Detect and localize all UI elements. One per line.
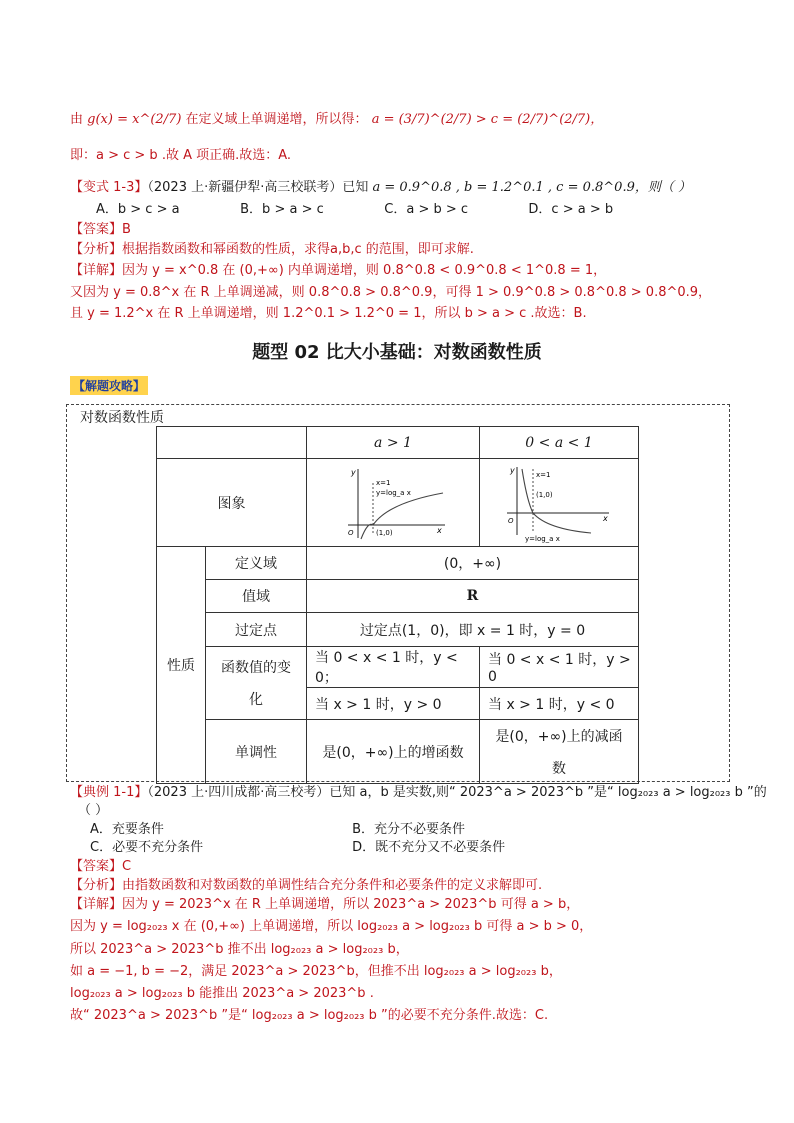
header-a-between: 0 < a < 1: [480, 427, 639, 459]
analysis-tag: 【分析】: [70, 878, 123, 893]
example-detail-6: 故“ 2023^a > 2023^b ”是“ log₂₀₂₃ a > log₂₀₂₃ b ”的必要不充分条件.故选：C.: [70, 1008, 549, 1023]
answer-value: C: [122, 859, 132, 874]
graph-label-x1: x=1: [536, 470, 551, 479]
variant-tag: 【变式 1-3】: [70, 180, 148, 195]
variant-question: [70, 178, 691, 198]
fixed-point-label: 过定点: [206, 613, 307, 647]
graph-label-origin: O: [508, 516, 514, 525]
variant-detail-1: [70, 261, 606, 281]
option-a: A．充要条件: [90, 822, 164, 837]
log-graph-decreasing: [499, 463, 619, 543]
example-answer: [70, 857, 131, 877]
strategy-tag: 【解题攻略】: [70, 376, 148, 395]
mono-label: 单调性: [206, 720, 307, 784]
change-a2-line2: 当 x > 1 时，y < 0: [480, 688, 639, 720]
graph-label-x1: x=1: [376, 478, 391, 487]
mono-a1: 是(0，+∞)上的增函数: [307, 720, 480, 784]
mono-a2-line-2: 数: [552, 760, 566, 777]
graph-a-lt-1: [480, 459, 639, 547]
range-label: 值域: [206, 580, 307, 613]
analysis-text: 根据指数函数和幂函数的性质，求得a,b,c 的范围，即可求解.: [122, 242, 474, 257]
example-detail-4: 如 a = −1, b = −2，满足 2023^a > 2023^b，但推不出 log₂₀₂₃ a > log₂₀₂₃ b，: [70, 964, 562, 979]
example-options-row-2: [90, 838, 505, 858]
variant-answer: [70, 220, 131, 240]
change-a2-line1: 当 0 < x < 1 时，y > 0: [480, 647, 639, 688]
fixed-point-value: 过定点(1，0)，即 x = 1 时，y = 0: [307, 613, 639, 647]
analysis-tag: 【分析】: [70, 242, 123, 257]
math-expression: g(x) = x^(2/7): [87, 112, 182, 127]
example-options-row-1: [90, 820, 465, 840]
variant-source: （2023 上·新疆伊犁·高三校联考）已知: [147, 180, 369, 195]
example-detail-1: [70, 895, 579, 915]
header-a-gt-1: a > 1: [307, 427, 480, 459]
graph-label-y: y: [351, 467, 356, 477]
log-graph-increasing: [333, 463, 453, 543]
graph-a-gt-1: [307, 459, 480, 547]
graph-label-origin: O: [348, 528, 354, 537]
variant-detail-2: 又因为 y = 0.8^x 在 R 上单调递减，则 0.8^0.8 > 0.8^0.9，可得 1 > 0.9^0.8 > 0.8^0.8 > 0.8^0.9，: [70, 285, 712, 300]
detail-text: 因为 y = x^0.8 在 (0,+∞) 内单调递增，则 0.8^0.8 < 0.9^0.8 < 1^0.8 = 1，: [122, 263, 607, 278]
graph-label-func: y=log_a x: [376, 488, 411, 497]
graph-label-x: x: [437, 525, 442, 535]
variant-options: [96, 200, 613, 220]
mono-a2-line-1: 是(0，+∞)上的减函: [495, 728, 623, 745]
group-label: 性质: [157, 547, 206, 784]
domain-label: 定义域: [206, 547, 307, 580]
box-title: 对数函数性质: [80, 410, 164, 426]
range-value: R: [307, 580, 639, 613]
detail-tag: 【详解】: [70, 897, 123, 912]
variant-detail-3: 且 y = 1.2^x 在 R 上单调递增，则 1.2^0.1 > 1.2^0 = 1，所以 b > a > c .故选：B.: [70, 306, 587, 321]
change-a1-line2: 当 x > 1 时，y > 0: [307, 688, 480, 720]
option-d: D．c > a > b: [528, 202, 614, 217]
domain-value: (0，+∞): [307, 547, 639, 580]
example-tag: 【典例 1-1】: [70, 785, 148, 800]
math-expression: a = (3/7)^(2/7) > c = (2/7)^(2/7)，: [371, 112, 604, 127]
detail-tag: 【详解】: [70, 263, 123, 278]
answer-tag: 【答案】: [70, 222, 123, 237]
detail-text: 因为 y = 2023^x 在 R 上单调递增，所以 2023^a > 2023^b 可得 a > b，: [122, 897, 580, 912]
example-detail-5: log₂₀₂₃ a > log₂₀₂₃ b 能推出 2023^a > 2023^b .: [70, 986, 374, 1001]
answer-tag: 【答案】: [70, 859, 123, 874]
option-c: C．a > b > c: [384, 202, 469, 217]
example-analysis: [70, 876, 542, 896]
example-detail-2: 因为 y = log₂₀₂₃ x 在 (0,+∞) 上单调递增，所以 log₂₀₂₃ a > log₂₀₂₃ b 可得 a > b > 0，: [70, 919, 593, 934]
graph-label-func: y=log_a x: [525, 534, 560, 543]
section-title: 题型 02 比大小基础：对数函数性质: [252, 342, 542, 363]
graph-label-y: y: [510, 465, 515, 475]
text-body: 在定义域上单调递增，所以得：: [185, 112, 368, 127]
option-b: B．b > a > c: [240, 202, 324, 217]
variant-given: a = 0.9^0.8 , b = 1.2^0.1 , c = 0.8^0.9，则（ ）: [372, 180, 691, 195]
change-label: [206, 647, 307, 720]
graph-label-point: (1,0): [376, 528, 393, 537]
analysis-text: 由指数函数和对数函数的单调性结合充分条件和必要条件的定义求解即可.: [122, 878, 543, 893]
option-b: B．充分不必要条件: [352, 822, 466, 837]
example-paren: （ ）: [78, 803, 109, 818]
solution-line-1: [70, 110, 603, 130]
change-label-line-1: 函数值的变: [221, 660, 291, 676]
graph-label-x: x: [603, 513, 608, 523]
change-a1-line1: 当 0 < x < 1 时，y < 0；: [307, 647, 480, 688]
table-corner: [157, 427, 307, 459]
solution-line-2: 即：a > c > b .故 A 项正确.故选：A.: [70, 148, 292, 163]
option-a: A．b > c > a: [96, 202, 180, 217]
text-prefix: 由: [70, 112, 84, 127]
example-question: [70, 783, 767, 803]
log-properties-table: [156, 426, 639, 784]
example-stem: （2023 上·四川成都·高三校考）已知 a，b 是实数,则“ 2023^a > 2023^b ”是“ log₂₀₂₃ a > log₂₀₂₃ b ”的: [147, 785, 767, 800]
answer-value: B: [122, 222, 131, 237]
example-detail-3: 所以 2023^a > 2023^b 推不出 log₂₀₂₃ a > log₂₀₂₃ b，: [70, 942, 409, 957]
option-c: C．必要不充分条件: [90, 840, 204, 855]
variant-analysis: [70, 240, 474, 260]
change-label-line-2: 化: [249, 692, 263, 708]
option-d: D．既不充分又不必要条件: [352, 840, 506, 855]
graph-label-point: (1,0): [536, 490, 553, 499]
mono-a2: [480, 720, 639, 784]
row-label-graph: 图象: [157, 459, 307, 547]
